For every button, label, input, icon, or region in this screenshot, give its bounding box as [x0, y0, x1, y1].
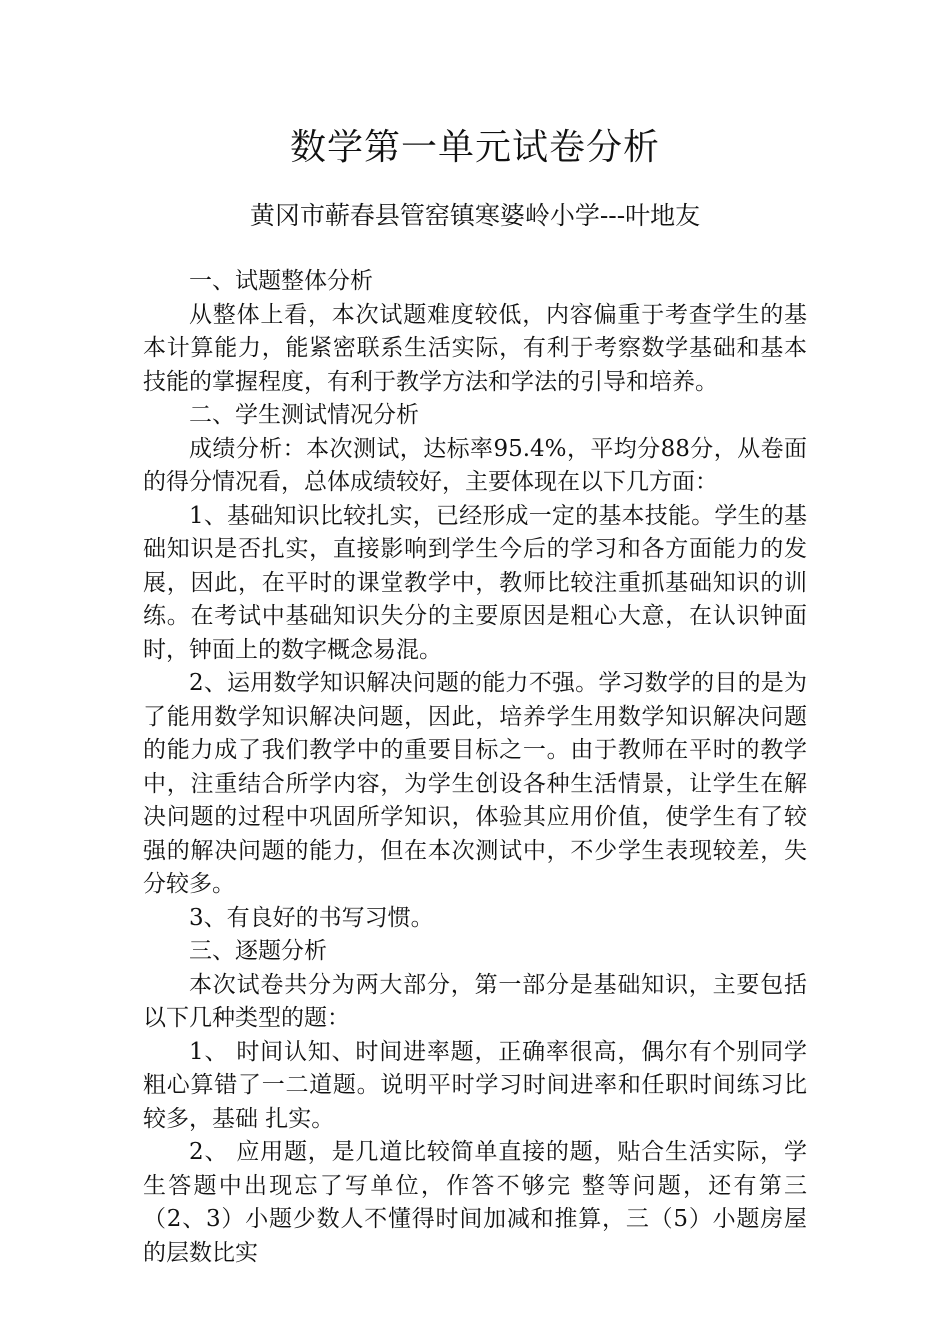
body-paragraph: 3、有良好的书写习惯。	[189, 904, 434, 931]
document-title: 数学第一单元试卷分析	[289, 127, 660, 168]
section-heading: 三、逐题分析	[189, 938, 327, 964]
author-line: 黄冈市蕲春县管窑镇寒婆岭小学---叶地友	[249, 201, 701, 230]
body-paragraph: 从整体上看，本次试题难度较低，内容偏重于考查学生的基本计算能力，能紧密联系生活实际，有利于考察数学基础和基本技能的掌握程度，有利于教学方法和学法的引导和培养。	[143, 301, 807, 395]
body-paragraph: 本次试卷共分为两大部分，第一部分是基础知识，主要包括以下几种类型的题：	[143, 971, 807, 1031]
body-paragraph: 成绩分析：本次测试，达标率95.4%，平均分88分，从卷面的得分情况看，总体成绩较好，主要体现在以下几方面：	[143, 435, 807, 495]
body-paragraph: 1、基础知识比较扎实，已经形成一定的基本技能。学生的基础知识是否扎实，直接影响到学生今后的学习和各方面能力的发展，因此，在平时的课堂教学中，教师比较注重抓基础知识的训练。在考试中基础知识失分的主要原因是粗心大意，在认识钟面时，钟面上的数字概念易混。	[143, 502, 807, 663]
section-heading: 二、学生测试情况分析	[189, 402, 419, 428]
body-paragraph: 1、 时间认知、时间进率题，正确率很高，偶尔有个别同学粗心算错了一二道题。说明平时学习时间进率和任职时间练习比较多，基础 扎实。	[143, 1038, 807, 1132]
body-paragraph: 2、 应用题，是几道比较简单直接的题，贴合生活实际，学生答题中出现忘了写单位，作答不够完 整等问题，还有第三（2、3）小题少数人不懂得时间加减和推算，三（5）小题房屋的层数比实	[143, 1139, 807, 1266]
document-body	[143, 265, 807, 1270]
body-paragraph: 2、运用数学知识解决问题的能力不强。学习数学的目的是为了能用数学知识解决问题，因此，培养学生用数学知识解决问题的能力成了我们教学中的重要目标之一。由于教师在平时的教学中，注重结合所学内容，为学生创设各种生活情景，让学生在解决问题的过程中巩固所学知识，体验其应用价值，使学生有了较强的解决问题的能力，但在本次测试中，不少学生表现较差，失分较多。	[143, 670, 807, 897]
section-heading: 一、试题整体分析	[189, 268, 373, 294]
